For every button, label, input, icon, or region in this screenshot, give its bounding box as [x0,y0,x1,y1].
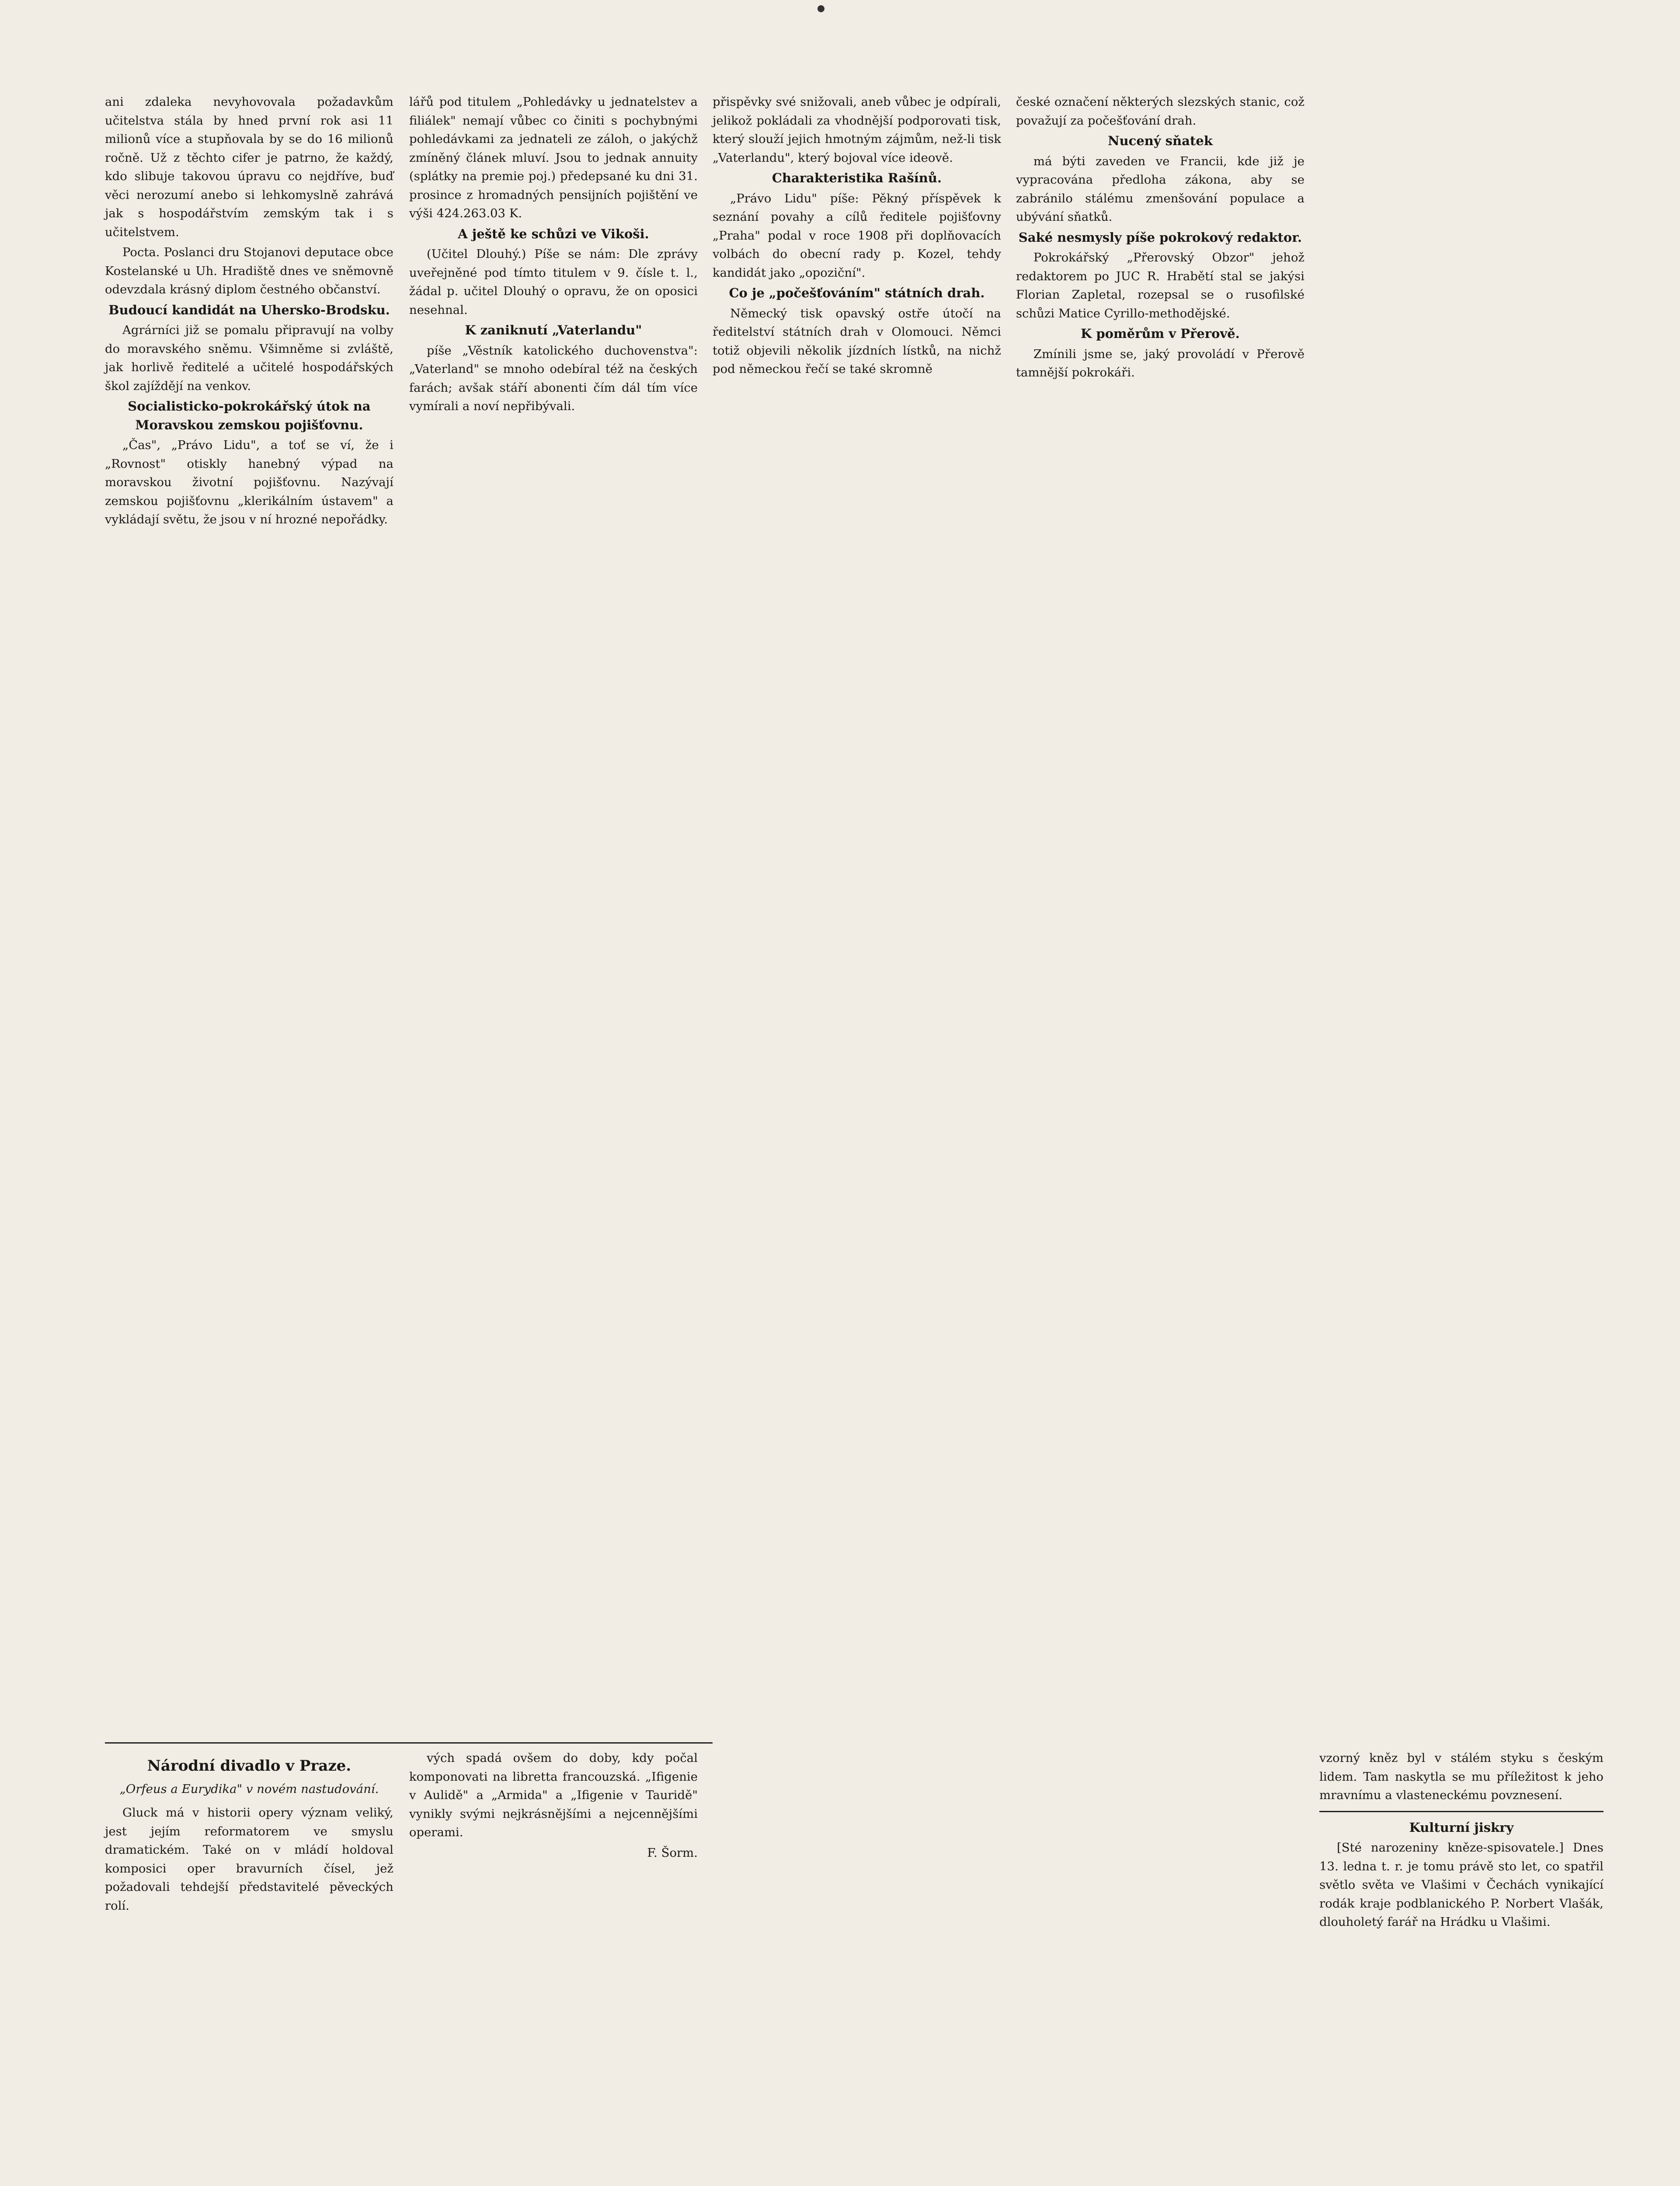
theatre-review-right [409,1749,698,1864]
signature: F. Šorm. [647,1845,698,1860]
divider [1319,1811,1603,1812]
article-paragraph: české označení některých slezských stanic, což považují za počešťování drah. [1016,95,1304,128]
section-subtitle: „Orfeus a Eurydika" v novém nastudování. [119,1782,379,1796]
article-paragraph: má býti zaveden ve Francii, kde již je vypracována předloha zákona, aby se zabránilo stálému zmenšování populace a ubývání sňatků. [1016,154,1304,224]
ink-blot [817,5,824,12]
article-paragraph: Zmínili jsme se, jaký provoládí v Přerově tamnější pokrokáři. [1016,347,1304,379]
article-heading: Saké nesmysly píše pokrokový redaktor. [1018,230,1302,245]
article-paragraph: [Sté narozeniny kněze-spisovatele.] Dnes 13. ledna t. r. je tomu právě sto let, co spatřil světlo světa ve Vlašimi v Čechách vynikající rodák kraje podblanického P. Norbert Vlašák, dlouholetý farář na Hrádku u Vlašimi. [1319,1841,1603,1929]
article-heading: Socialisticko-pokrokářský útok na Moravskou zemskou pojišťovnu. [128,399,371,432]
article-paragraph: píše „Věstník katolického duchovenstva": „Vaterland" se mnoho odebíral též na českých farách; avšak stáří abonenti čím dál tím více vymírali a noví nepřibývali. [409,343,698,413]
article-heading: Charakteristika Rašínů. [772,171,942,185]
article-paragraph: Pokrokářský „Přerovský Obzor" jehož redaktorem po JUC R. Hrabětí stal se jakýsi Florian Zapletal, rozepsal se o rusofilské schůzi Matice Cyrillo-methodějské. [1016,251,1304,320]
article-paragraph: (Učitel Dlouhý.) Píše se nám: Dle zprávy uveřejněné pod tímto titulem v 9. čísle t. l., žádal p. učitel Dlouhý o opravu, že on oposici nesehnal. [409,247,698,317]
column-5 [1319,1749,1603,1933]
column-1 [105,93,393,531]
article-heading: Kulturní jiskry [1409,1820,1514,1835]
article-paragraph: lářů pod titulem „Pohledávky u jednatelstev a filiálek" nemají vůbec co činiti s pochybnými pohledávkami za jednateli ze záloh, o jakýchž zmíněný článek mluví. Jsou to jednak annuity (splátky na premie poj.) předepsané ku dni 31. prosince z hromadných pensijních pojištění ve výši 424.263.03 K. [409,95,698,220]
section-title: Národní divadlo v Praze. [147,1757,351,1775]
column-4 [1016,93,1304,384]
article-paragraph: Pocta. Poslanci dru Stojanovi deputace obce Kostelanské u Uh. Hradiště dnes ve sněmovně odevzdala krásný diplom čestného občanství. [105,245,393,296]
theatre-review-left [105,1749,393,1917]
article-paragraph: Agrárníci již se pomalu připravují na volby do moravského sněmu. Všimněme si zvláště, jak horlivě ředitelé a učitelé hospodářských škol zajíždějí na venkov. [105,323,393,393]
article-paragraph: Gluck má v historii opery význam veliký, jest jejím reformatorem ve smyslu dramatickém. Také on v mládí holdoval komposici oper bravurních čísel, jež požadovali tehdejší představitelé pěveckých rolí. [105,1806,393,1913]
article-heading: K poměrům v Přerově. [1081,326,1240,341]
column-2 [409,93,698,418]
article-paragraph: „Právo Lidu" píše: Pěkný příspěvek k seznání povahy a cílů ředitele pojišťovny „Praha" podal v roce 1908 při doplňovacích volbách do obecní rady p. Kozel, tehdy kandidát jako „opoziční". [713,191,1001,280]
section-divider [105,1742,713,1744]
column-3 [713,93,1001,380]
article-heading: K zaniknutí „Vaterlandu" [465,323,642,338]
article-heading: A ještě ke schůzi ve Vikoši. [458,226,649,241]
article-paragraph: vých spadá ovšem do doby, kdy počal komponovati na libretta francouzská. „Ifigenie v Aulidě" a „Armida" a „Ifigenie v Tauridě" vynikly svými nejkrásnějšími a nejcennějšími operami. [409,1751,698,1839]
article-paragraph: ani zdaleka nevyhovovala požadavkům učitelstva stála by hned první rok asi 11 milionů více a stupňovala by se do 16 milionů ročně. Už z těchto cifer je patrno, že každý, kdo slibuje takovou úpravu co nejdříve, buď věci nerozumí anebo si lehkomyslně zahrává jak s hospodářstvím zemským tak i s učitelstvem. [105,95,393,239]
article-paragraph: vzorný kněz byl v stálém styku s českým lidem. Tam naskytla se mu příležitost k jeho mravnímu a vlasteneckému povznesení. [1319,1751,1603,1802]
article-paragraph: „Čas", „Právo Lidu", a toť se ví, že i „Rovnost" otiskly hanebný výpad na moravskou životní pojišťovnu. Nazývají zemskou pojišťovnu „klerikálním ústavem" a vykládají světu, že jsou v ní hrozné nepořádky. [105,438,393,526]
article-heading: Co je „počešťováním" státních drah. [729,285,985,300]
article-paragraph: přispěvky své snižovali, aneb vůbec je odpírali, jelikož pokládali za vhodnější podporovati tisk, který slouží jejich hmotným zájmům, než-li tisk „Vaterlandu", který bojoval více ideově. [713,95,1001,165]
article-heading: Nucený sňatek [1108,133,1213,148]
article-paragraph: Německý tisk opavský ostře útočí na ředitelství státních drah v Olomouci. Němci totiž objevili několik jízdních lístků, na nichž pod německou řečí se také skromně [713,306,1001,376]
article-heading: Budoucí kandidát na Uhersko-Brodsku. [108,302,390,317]
